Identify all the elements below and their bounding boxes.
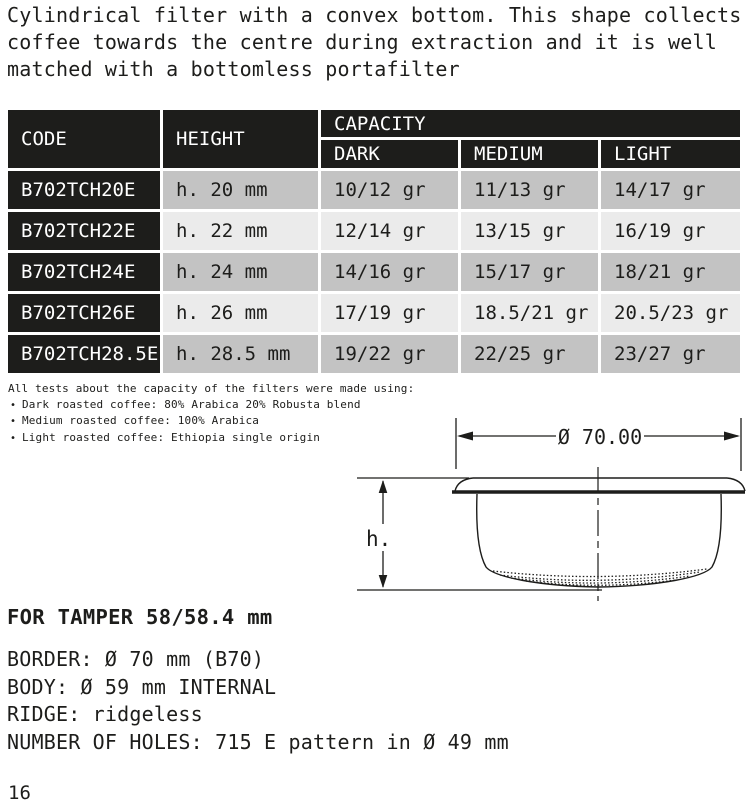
note-item-text: Light roasted coffee: Ethiopia single origin bbox=[22, 430, 320, 444]
basket-body-outline bbox=[477, 494, 722, 587]
height-cell: h. 26 mm bbox=[163, 294, 318, 332]
code-cell: B702TCH28.5E bbox=[8, 335, 160, 373]
rim-corner-right bbox=[727, 478, 745, 491]
medium-cell: 13/15 gr bbox=[461, 212, 598, 250]
code-cell: B702TCH20E bbox=[8, 171, 160, 209]
medium-cell: 18.5/21 gr bbox=[461, 294, 598, 332]
note-intro bbox=[8, 381, 414, 397]
light-cell: 20.5/23 gr bbox=[601, 294, 740, 332]
col-header-dark: DARK bbox=[321, 140, 458, 168]
col-header-code: CODE bbox=[8, 110, 160, 168]
page-number: 16 bbox=[8, 782, 31, 804]
medium-cell: 11/13 gr bbox=[461, 171, 598, 209]
medium-cell: 15/17 gr bbox=[461, 253, 598, 291]
diameter-dimension-label: Ø 70.00 bbox=[557, 425, 643, 449]
col-header-light: LIGHT bbox=[601, 140, 740, 168]
medium-cell: 22/25 gr bbox=[461, 335, 598, 373]
col-header-capacity: CAPACITY bbox=[321, 110, 740, 137]
code-cell: B702TCH24E bbox=[8, 253, 160, 291]
spec-border: BORDER: Ø 70 mm (B70) bbox=[7, 647, 265, 671]
height-cell: h. 22 mm bbox=[163, 212, 318, 250]
height-cell: h. 28.5 mm bbox=[163, 335, 318, 373]
note-intro-text: All tests about the capacity of the filters were made using: bbox=[8, 382, 415, 395]
code-cell: B702TCH22E bbox=[8, 212, 160, 250]
rim-corner-left bbox=[455, 478, 473, 491]
arrowhead-left-icon bbox=[457, 432, 473, 441]
dark-cell: 10/12 gr bbox=[321, 171, 458, 209]
light-cell: 14/17 gr bbox=[601, 171, 740, 209]
light-cell: 16/19 gr bbox=[601, 212, 740, 250]
code-cell: B702TCH26E bbox=[8, 294, 160, 332]
dark-cell: 12/14 gr bbox=[321, 212, 458, 250]
height-cell: h. 20 mm bbox=[163, 171, 318, 209]
intro-paragraph: Cylindrical filter with a convex bottom. This shape collects coffee towards the centre during extraction and it is well matched with a bottomless portafilter bbox=[7, 3, 742, 81]
filter-specs-list bbox=[7, 646, 509, 756]
bullet-icon: • bbox=[10, 432, 17, 444]
arrowhead-down-icon bbox=[379, 575, 388, 588]
filter-technical-drawing bbox=[350, 412, 747, 608]
perforation-stipple bbox=[493, 569, 707, 585]
spec-holes: NUMBER OF HOLES: 715 E pattern in Ø 49 mm bbox=[7, 729, 509, 754]
light-cell: 23/27 gr bbox=[601, 335, 740, 373]
tamper-size-title: FOR TAMPER 58/58.4 mm bbox=[7, 605, 273, 629]
spec-body: BODY: Ø 59 mm INTERNAL bbox=[7, 674, 277, 699]
height-dimension-label: h. bbox=[366, 527, 392, 551]
col-header-height: HEIGHT bbox=[163, 110, 318, 168]
bullet-icon: • bbox=[10, 416, 17, 427]
filter-spec-table bbox=[8, 110, 740, 373]
note-item-text: Medium roasted coffee: 100% Arabica bbox=[22, 414, 260, 427]
light-cell: 18/21 gr bbox=[601, 253, 740, 291]
bullet-icon: • bbox=[10, 399, 17, 411]
height-cell: h. 24 mm bbox=[163, 253, 318, 291]
dark-cell: 19/22 gr bbox=[321, 335, 458, 373]
note-item-text: Dark roasted coffee: 80% Arabica 20% Robusta blend bbox=[22, 397, 361, 411]
dark-cell: 17/19 gr bbox=[321, 294, 458, 332]
dark-cell: 14/16 gr bbox=[321, 253, 458, 291]
arrowhead-right-icon bbox=[724, 432, 740, 441]
note-item bbox=[8, 397, 414, 414]
col-header-medium: MEDIUM bbox=[461, 140, 598, 168]
arrowhead-up-icon bbox=[379, 480, 388, 493]
spec-ridge: RIDGE: ridgeless bbox=[7, 702, 203, 726]
